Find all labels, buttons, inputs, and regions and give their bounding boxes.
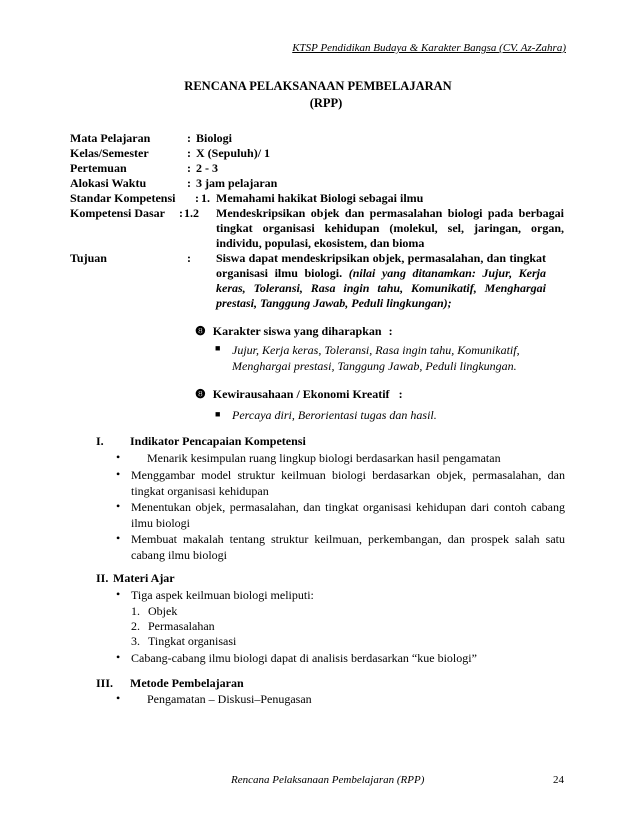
indikator-item-1: Menarik kesimpulan ruang lingkup biologi berdasarkan hasil pengamatan (147, 451, 501, 465)
bullet-icon: • (116, 691, 121, 705)
bullet-icon: • (116, 650, 121, 664)
colon: : (398, 387, 403, 401)
info-row-alokasi (70, 176, 565, 191)
karakter-items: Jujur, Kerja keras, Toleransi, Rasa ingin tahu, Komunikatif, Menghargai prestasi, Tanggung Jawab, Peduli lingkungan. (232, 343, 520, 373)
value-alokasi-waktu: 3 jam pelajaran (196, 176, 278, 190)
info-row-mapel (70, 131, 565, 146)
bullet-icon: • (116, 531, 121, 545)
sub-item-objek: Objek (148, 604, 178, 618)
section-1-heading: Indikator Pencapaian Kompetensi (130, 434, 306, 448)
materi-item-1: Tiga aspek keilmuan biologi meliputi: (131, 588, 314, 602)
sub-number: 3. (131, 634, 140, 648)
colon: : (187, 161, 191, 175)
sk-number: 1. (201, 191, 210, 205)
karakter-heading: Karakter siswa yang diharapkan (212, 324, 382, 338)
sub-item-permasalahan: Permasalahan (148, 619, 215, 633)
kewirausahaan-heading-row (195, 387, 403, 402)
colon: : (388, 324, 393, 338)
label-kompetensi-dasar: Kompetensi Dasar (70, 206, 165, 220)
info-row-tujuan (70, 251, 565, 311)
value-kompetensi-dasar: Mendeskripsikan objek dan permasalahan biologi pada berbagai tingkat organisasi kehidupan (molekul, sel, jaringan, organ, individu, populasi, ekosistem, dan bioma (216, 206, 564, 250)
numbered-circle-icon: ❽ (195, 387, 206, 401)
section-1-number: I. (96, 434, 104, 448)
bullet-icon: • (116, 587, 121, 601)
square-bullet-icon: ■ (215, 343, 221, 353)
tujuan-nilai: (nilai yang ditanamkan: Jujur, Kerja keras, Toleransi, Rasa ingin tahu, Komunikatif, Menghargai prestasi, Tanggung Jawab, Peduli lingkungan); (216, 266, 547, 310)
value-mata-pelajaran: Biologi (196, 131, 233, 145)
document-subtitle: (RPP) (309, 96, 343, 110)
running-header: KTSP Pendidikan Budaya & Karakter Bangsa (CV. Az-Zahra) (292, 42, 566, 54)
indikator-item-3: Menentukan objek, permasalahan, dan tingkat organisasi kehidupan dari contoh cabang ilmu biologi (131, 500, 565, 530)
label-pertemuan: Pertemuan (70, 161, 127, 175)
bullet-icon: • (116, 467, 121, 481)
indikator-item-4: Membuat makalah tentang struktur keilmuan, perkembangan, dan prospek salah satu cabang ilmu biologi (131, 532, 565, 562)
sub-item-tingkat-organisasi: Tingkat organisasi (148, 634, 237, 648)
numbered-circle-icon: ❽ (195, 324, 206, 338)
section-3-number: III. (96, 676, 114, 690)
section-2-heading: Materi Ajar (113, 571, 175, 585)
colon: : (179, 206, 183, 220)
kewirausahaan-items: Percaya diri, Berorientasi tugas dan hasil. (232, 408, 437, 422)
tujuan-text: Siswa dapat mendeskripsikan objek, permasalahan, dan tingkat organisasi ilmu biologi. (216, 251, 546, 280)
sub-number: 2. (131, 619, 140, 633)
info-row-pertemuan (70, 161, 565, 176)
info-row-kompetensi-dasar (70, 206, 565, 251)
colon: : (187, 146, 191, 160)
value-kelas-semester: X (Sepuluh)/ 1 (196, 146, 271, 160)
karakter-heading-row (195, 324, 393, 339)
label-tujuan: Tujuan (70, 251, 107, 265)
colon: : (195, 191, 199, 205)
bullet-icon: • (116, 499, 121, 513)
label-alokasi-waktu: Alokasi Waktu (70, 176, 147, 190)
colon: : (187, 176, 191, 190)
square-bullet-icon: ■ (215, 409, 221, 419)
kd-number: 1.2 (184, 206, 199, 220)
colon: : (187, 131, 191, 145)
materi-item-2: Cabang-cabang ilmu biologi dapat di analisis berdasarkan “kue biologi” (131, 651, 477, 665)
document-title: RENCANA PELAKSANAAN PEMBELAJARAN (184, 79, 452, 93)
label-mata-pelajaran: Mata Pelajaran (70, 131, 151, 145)
indikator-item-2: Menggambar model struktur keilmuan biologi berdasarkan objek, permasalahan, dan tingkat organisasi kehidupan (131, 468, 565, 498)
info-row-kelas (70, 146, 565, 161)
value-tujuan (216, 251, 546, 311)
label-standar-kompetensi: Standar Kompetensi (70, 191, 176, 205)
colon: : (187, 251, 191, 265)
page-footer: Rencana Pelaksanaan Pembelajaran (RPP) (231, 774, 425, 786)
info-row-standar-kompetensi (70, 191, 565, 206)
section-3-heading: Metode Pembelajaran (130, 676, 244, 690)
bullet-icon: • (116, 450, 121, 464)
info-block (70, 131, 565, 311)
value-pertemuan: 2 - 3 (196, 161, 218, 175)
section-2-number: II. (96, 571, 109, 585)
value-standar-kompetensi: Memahami hakikat Biologi sebagai ilmu (216, 191, 424, 205)
page-number: 24 (553, 774, 564, 786)
sub-number: 1. (131, 604, 140, 618)
label-kelas-semester: Kelas/Semester (70, 146, 149, 160)
metode-item-1: Pengamatan – Diskusi–Penugasan (147, 692, 312, 706)
kewirausahaan-heading: Kewirausahaan / Ekonomi Kreatif (212, 387, 390, 401)
